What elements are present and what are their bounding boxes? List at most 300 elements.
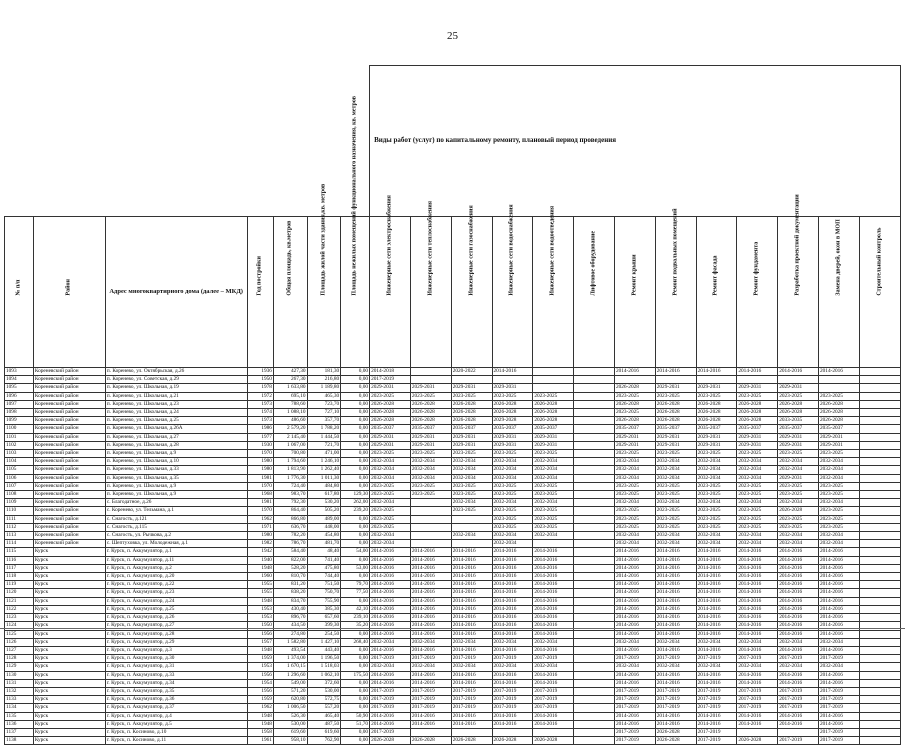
table-cell: 2014-2016 bbox=[655, 630, 696, 638]
table-cell: 2026-2028 bbox=[614, 384, 655, 392]
table-cell: 2017-2019 bbox=[451, 696, 492, 704]
table-cell: 2014-2016 bbox=[737, 646, 778, 654]
table-body bbox=[5, 368, 901, 745]
table-cell: Кореневский район bbox=[33, 376, 105, 384]
table-cell bbox=[859, 704, 900, 712]
table-cell: 0,00 bbox=[341, 409, 370, 417]
table-cell: 2032-2034 bbox=[696, 663, 737, 671]
column-header-label: Инженерные сети водоснабжения bbox=[508, 204, 515, 296]
table-cell: 1 518,03 bbox=[307, 663, 341, 671]
table-cell: Курск bbox=[33, 663, 105, 671]
table-cell: г. Курск, п. Косиново, д.11 bbox=[105, 737, 247, 745]
table-cell: 0,00 bbox=[341, 728, 370, 736]
table-cell: 2014-2016 bbox=[696, 671, 737, 679]
table-cell: п. Коренево, ул. Школьная, д.9 bbox=[105, 482, 247, 490]
table-cell: 2017-2019 bbox=[737, 696, 778, 704]
table-cell: Кореневский район bbox=[33, 540, 105, 548]
table-row bbox=[5, 409, 901, 417]
table-cell: Курск bbox=[33, 728, 105, 736]
table-cell: 2014-2016 bbox=[696, 548, 737, 556]
table-cell: 2032-2034 bbox=[778, 466, 819, 474]
table-cell: 1115 bbox=[5, 548, 34, 556]
table-cell bbox=[859, 646, 900, 654]
table-cell: 0,00 bbox=[341, 573, 370, 581]
table-cell: 385,30 bbox=[307, 605, 341, 613]
table-cell bbox=[410, 540, 451, 548]
table-cell: 2014-2016 bbox=[737, 671, 778, 679]
table-cell: 489,00 bbox=[307, 515, 341, 523]
table-cell: 2014-2016 bbox=[737, 720, 778, 728]
table-cell: 448,00 bbox=[307, 523, 341, 531]
table-cell: 1119 bbox=[5, 581, 34, 589]
column-header bbox=[307, 184, 341, 368]
table-cell: 48,40 bbox=[307, 548, 341, 556]
table-cell: 239,10 bbox=[341, 614, 370, 622]
table-cell: 1 444,50 bbox=[307, 433, 341, 441]
table-row bbox=[5, 737, 901, 745]
table-row bbox=[5, 712, 901, 720]
table-cell: 2023-2025 bbox=[614, 491, 655, 499]
table-cell: с. Снагость, д.115 bbox=[105, 523, 247, 531]
table-cell: 1953 bbox=[247, 605, 273, 613]
table-cell: 866,80 bbox=[273, 515, 307, 523]
table-cell: 2014-2016 bbox=[737, 622, 778, 630]
table-cell: 2029-2031 bbox=[451, 384, 492, 392]
table-cell: 2014-2016 bbox=[451, 581, 492, 589]
table-cell: 2035-2037 bbox=[655, 425, 696, 433]
table-cell bbox=[451, 728, 492, 736]
column-header-label: Общая площадь, кв.метров bbox=[286, 221, 293, 296]
table-cell: 2017-2019 bbox=[533, 655, 574, 663]
table-row bbox=[5, 376, 901, 384]
table-cell: 1956 bbox=[247, 630, 273, 638]
table-cell: 2032-2034 bbox=[655, 663, 696, 671]
table-cell: 267,30 bbox=[273, 376, 307, 384]
table-cell: 1980 bbox=[247, 466, 273, 474]
table-cell: 2032-2034 bbox=[370, 540, 411, 548]
table-cell: 2032-2034 bbox=[370, 663, 411, 671]
table-cell bbox=[859, 450, 900, 458]
table-cell: 2017-2019 bbox=[492, 704, 533, 712]
table-cell: 2017-2019 bbox=[655, 655, 696, 663]
table-cell: 2014-2016 bbox=[451, 622, 492, 630]
table-row bbox=[5, 499, 901, 507]
column-header-label: Площадь нежилых помещений функционального назначения, кв. метров bbox=[351, 96, 358, 296]
table-cell: 505,20 bbox=[307, 507, 341, 515]
table-cell: 2026-2028 bbox=[451, 737, 492, 745]
table-cell: 2026-2028 bbox=[492, 400, 533, 408]
table-row bbox=[5, 728, 901, 736]
table-cell: 2023-2025 bbox=[778, 491, 819, 499]
table-cell bbox=[859, 400, 900, 408]
table-cell: 1102 bbox=[5, 441, 34, 449]
table-cell: п. Коренево, ул. Школьная, д.9 bbox=[105, 491, 247, 499]
table-row bbox=[5, 466, 901, 474]
table-cell: 744,40 bbox=[307, 573, 341, 581]
table-cell bbox=[859, 548, 900, 556]
table-cell: г. Курск, п. Аккумулятор, д.37 bbox=[105, 704, 247, 712]
table-cell: 2014-2016 bbox=[533, 605, 574, 613]
table-cell: 2023-2025 bbox=[737, 523, 778, 531]
table-cell: 1955 bbox=[247, 581, 273, 589]
table-cell: 2017-2019 bbox=[696, 728, 737, 736]
table-cell: 2017-2019 bbox=[819, 696, 860, 704]
table-cell: 2 579,20 bbox=[273, 425, 307, 433]
table-cell: 1136 bbox=[5, 720, 34, 728]
table-cell: 2032-2034 bbox=[533, 499, 574, 507]
table-cell: 2014-2016 bbox=[410, 712, 451, 720]
table-cell: 2023-2025 bbox=[451, 392, 492, 400]
table-cell: Курск bbox=[33, 605, 105, 613]
table-cell bbox=[737, 728, 778, 736]
table-cell: 2014-2016 bbox=[492, 646, 533, 654]
table-cell: 2014-2016 bbox=[696, 605, 737, 613]
table-cell: 2014-2016 bbox=[533, 622, 574, 630]
page-number: 25 bbox=[447, 30, 458, 42]
table-cell: 2014-2016 bbox=[451, 548, 492, 556]
table-cell: Курск bbox=[33, 687, 105, 695]
table-cell: 1123 bbox=[5, 614, 34, 622]
table-cell: 1974 bbox=[247, 409, 273, 417]
table-cell: г. Курск, п. Аккумулятор, д.5 bbox=[105, 720, 247, 728]
table-cell: 1124 bbox=[5, 622, 34, 630]
table-cell: 2014-2016 bbox=[614, 573, 655, 581]
table-cell: 1099 bbox=[5, 417, 34, 425]
table-cell: 2023-2025 bbox=[778, 482, 819, 490]
table-cell: 2014-2016 bbox=[451, 679, 492, 687]
table-cell: 617,80 bbox=[307, 491, 341, 499]
table-cell: п. Коренево, ул. Школьная, д.28 bbox=[105, 441, 247, 449]
table-cell: Курск bbox=[33, 564, 105, 572]
table-cell: 1126 bbox=[5, 638, 34, 646]
table-cell: 2032-2034 bbox=[655, 466, 696, 474]
table-cell: 2023-2025 bbox=[451, 491, 492, 499]
table-cell: г. Курск, п. Аккумулятор, д.11 bbox=[105, 556, 247, 564]
table-cell: 2014-2016 bbox=[819, 556, 860, 564]
table-cell bbox=[859, 605, 900, 613]
table-cell bbox=[574, 417, 615, 425]
column-header bbox=[451, 205, 492, 368]
table-cell: 1 813,90 bbox=[273, 466, 307, 474]
table-cell: 2029-2031 bbox=[655, 384, 696, 392]
table-cell: 1112 bbox=[5, 523, 34, 531]
table-cell: 2032-2034 bbox=[492, 532, 533, 540]
table-cell: 2032-2034 bbox=[533, 638, 574, 646]
column-header bbox=[819, 217, 860, 368]
table-cell: 2032-2034 bbox=[370, 474, 411, 482]
table-row bbox=[5, 548, 901, 556]
table-cell: 2014-2016 bbox=[451, 605, 492, 613]
table-cell: 1958 bbox=[247, 728, 273, 736]
table-cell: 2032-2034 bbox=[614, 466, 655, 474]
table-cell: Кореневский район bbox=[33, 515, 105, 523]
table-cell: 2017-2019 bbox=[819, 655, 860, 663]
table-cell: 2023-2025 bbox=[410, 482, 451, 490]
table-cell: 0,00 bbox=[341, 597, 370, 605]
table-cell: 2032-2034 bbox=[778, 499, 819, 507]
table-cell: 2032-2034 bbox=[451, 532, 492, 540]
table-cell: 0,00 bbox=[341, 458, 370, 466]
table-cell: 2014-2016 bbox=[655, 581, 696, 589]
table-cell: 721,70 bbox=[307, 441, 341, 449]
table-cell: 2035-2037 bbox=[410, 425, 451, 433]
column-header bbox=[105, 217, 247, 368]
table-cell: 2014-2016 bbox=[614, 564, 655, 572]
table-cell bbox=[410, 532, 451, 540]
table-cell bbox=[859, 589, 900, 597]
table-cell: 2023-2025 bbox=[737, 491, 778, 499]
table-cell: 2014-2016 bbox=[492, 581, 533, 589]
table-cell: г. Курск, п. Косиново, д.10 bbox=[105, 728, 247, 736]
table-cell: 2032-2034 bbox=[737, 663, 778, 671]
table-cell: 2014-2016 bbox=[655, 712, 696, 720]
table-cell: 2023-2025 bbox=[492, 515, 533, 523]
table-cell: 2023-2025 bbox=[778, 450, 819, 458]
table-cell: 2032-2034 bbox=[492, 466, 533, 474]
table-cell: Кореневский район bbox=[33, 392, 105, 400]
table-cell: 2014-2016 bbox=[737, 548, 778, 556]
table-cell: 2032-2034 bbox=[614, 638, 655, 646]
table-cell: 2032-2034 bbox=[737, 638, 778, 646]
table-cell: 2023-2025 bbox=[696, 450, 737, 458]
table-cell: 2014-2016 bbox=[737, 597, 778, 605]
table-cell: 2014-2016 bbox=[778, 605, 819, 613]
table-cell: 1978 bbox=[247, 384, 273, 392]
table-cell: 2032-2034 bbox=[614, 663, 655, 671]
table-cell: 1120 bbox=[5, 589, 34, 597]
table-cell bbox=[859, 573, 900, 581]
table-cell: 2032-2034 bbox=[737, 458, 778, 466]
table-cell: п. Коренево, ул. Школьная, д.10 bbox=[105, 458, 247, 466]
table-cell bbox=[574, 368, 615, 376]
table-cell: 1981 bbox=[247, 474, 273, 482]
table-cell: 2029-2031 bbox=[655, 433, 696, 441]
table-row bbox=[5, 540, 901, 548]
table-cell: 2017-2019 bbox=[778, 737, 819, 745]
table-cell: 2023-2025 bbox=[819, 450, 860, 458]
table-cell: 0,00 bbox=[341, 400, 370, 408]
table-cell: 619,60 bbox=[273, 728, 307, 736]
table-cell: 2017-2019 bbox=[696, 696, 737, 704]
table-row bbox=[5, 581, 901, 589]
table-cell: 2014-2016 bbox=[370, 614, 411, 622]
table-cell: 2014-2016 bbox=[778, 564, 819, 572]
table-cell: 493,54 bbox=[273, 646, 307, 654]
table-cell: 239,20 bbox=[341, 507, 370, 515]
table-cell: 2017-2019 bbox=[533, 687, 574, 695]
table-cell: 2014-2016 bbox=[370, 622, 411, 630]
table-cell: Кореневский район bbox=[33, 507, 105, 515]
table-cell: 2017-2019 bbox=[655, 687, 696, 695]
table-cell: 557,20 bbox=[307, 704, 341, 712]
table-cell: 1096 bbox=[5, 392, 34, 400]
table-cell: 2017-2019 bbox=[819, 737, 860, 745]
table-cell: 2032-2034 bbox=[410, 466, 451, 474]
table-cell: 1948 bbox=[247, 712, 273, 720]
column-header bbox=[574, 217, 615, 368]
table-cell: 51,70 bbox=[341, 720, 370, 728]
table-cell: 2023-2025 bbox=[410, 491, 451, 499]
table-cell: 2032-2034 bbox=[533, 532, 574, 540]
table-cell: 2014-2016 bbox=[655, 720, 696, 728]
table-cell: 2026-2028 bbox=[737, 409, 778, 417]
table-cell bbox=[574, 441, 615, 449]
table-cell: 2014-2016 bbox=[696, 368, 737, 376]
table-cell: 2023-2025 bbox=[533, 515, 574, 523]
table-cell: п. Коренево, ул. Школьная, д.21 bbox=[105, 392, 247, 400]
table-cell: 2017-2019 bbox=[451, 687, 492, 695]
table-cell: 2023-2025 bbox=[655, 491, 696, 499]
table-cell: 1973 bbox=[247, 417, 273, 425]
table-cell: 1956 bbox=[247, 687, 273, 695]
table-cell: 1968 bbox=[247, 491, 273, 499]
table-cell bbox=[859, 409, 900, 417]
table-cell bbox=[859, 458, 900, 466]
table-cell: 636,70 bbox=[273, 523, 307, 531]
table-cell bbox=[574, 400, 615, 408]
table-cell: п. Коренево, ул. Школьная, д.19 bbox=[105, 384, 247, 392]
table-cell: 1 670,15 bbox=[273, 663, 307, 671]
table-cell: 2014-2016 bbox=[451, 564, 492, 572]
table-cell: 2023-2025 bbox=[737, 515, 778, 523]
table-cell: 2014-2016 bbox=[819, 581, 860, 589]
table-cell: 2017-2019 bbox=[614, 655, 655, 663]
table-cell: 2023-2025 bbox=[370, 392, 411, 400]
table-cell: 2014-2016 bbox=[737, 589, 778, 597]
table-cell: 2026-2028 bbox=[410, 417, 451, 425]
table-cell: 2014-2016 bbox=[492, 671, 533, 679]
table-cell: 2032-2034 bbox=[451, 499, 492, 507]
table-cell: 1 011,30 bbox=[307, 474, 341, 482]
table-cell: п. Коренево, ул. Октябрьская, д.26 bbox=[105, 368, 247, 376]
table-cell: 2023-2025 bbox=[370, 523, 411, 531]
table-cell: 465,40 bbox=[307, 712, 341, 720]
table-cell bbox=[859, 507, 900, 515]
table-cell: п. Коренево, ул. Школьная, д.33 bbox=[105, 466, 247, 474]
table-cell: 0,00 bbox=[341, 646, 370, 654]
table-cell: 2023-2025 bbox=[370, 482, 411, 490]
table-cell: 2014-2016 bbox=[696, 597, 737, 605]
table-row bbox=[5, 400, 901, 408]
table-row bbox=[5, 614, 901, 622]
table-cell: г. Курск, п. Аккумулятор, д.30 bbox=[105, 655, 247, 663]
table-cell bbox=[574, 671, 615, 679]
table-cell: Курск bbox=[33, 556, 105, 564]
table-cell: 2017-2019 bbox=[370, 655, 411, 663]
table-cell: 2014-2016 bbox=[492, 368, 533, 376]
table-row bbox=[5, 671, 901, 679]
table-cell: 2014-2016 bbox=[410, 564, 451, 572]
table-cell: 2023-2025 bbox=[696, 507, 737, 515]
table-cell: 1095 bbox=[5, 384, 34, 392]
table-cell: 1 794,60 bbox=[273, 458, 307, 466]
table-cell: 2017-2019 bbox=[451, 704, 492, 712]
table-cell: 2014-2016 bbox=[819, 712, 860, 720]
table-cell: 1118 bbox=[5, 573, 34, 581]
table-cell: 2023-2025 bbox=[737, 507, 778, 515]
table-cell: 1 374,00 bbox=[273, 655, 307, 663]
table-cell bbox=[574, 638, 615, 646]
column-header-label: Замена дверей, окон в МОП bbox=[835, 219, 842, 296]
table-cell: 2032-2034 bbox=[492, 499, 533, 507]
table-cell: 2032-2034 bbox=[614, 474, 655, 482]
table-cell: 2029-2031 bbox=[370, 384, 411, 392]
table-cell bbox=[574, 704, 615, 712]
table-cell bbox=[859, 466, 900, 474]
table-cell: 2014-2016 bbox=[819, 564, 860, 572]
table-cell: 2014-2016 bbox=[410, 605, 451, 613]
table-cell bbox=[533, 540, 574, 548]
column-header-label: Инженерные сети газоснабжения bbox=[467, 205, 474, 296]
table-cell bbox=[778, 376, 819, 384]
table-cell bbox=[859, 655, 900, 663]
table-cell: 2014-2016 bbox=[696, 630, 737, 638]
table-cell: 2017-2019 bbox=[778, 704, 819, 712]
table-cell: 2014-2016 bbox=[533, 556, 574, 564]
table-cell: 2023-2025 bbox=[533, 392, 574, 400]
table-cell: 572,75 bbox=[307, 696, 341, 704]
table-cell: 1953 bbox=[247, 614, 273, 622]
table-cell: 2014-2018 bbox=[370, 368, 411, 376]
table-cell: г. Курск, п. Аккумулятор, д.24 bbox=[105, 597, 247, 605]
table-cell: 2023-2025 bbox=[614, 450, 655, 458]
column-header bbox=[614, 217, 655, 368]
table-cell: 1121 bbox=[5, 597, 34, 605]
table-cell: п. Коренево, ул. Школьная, д.24 bbox=[105, 409, 247, 417]
table-cell: 2023-2025 bbox=[819, 523, 860, 531]
table-row bbox=[5, 425, 901, 433]
table-cell: 2014-2016 bbox=[410, 548, 451, 556]
table-cell: 1940 bbox=[247, 556, 273, 564]
table-cell: Кореневский район bbox=[33, 368, 105, 376]
table-row bbox=[5, 458, 901, 466]
table-cell: 2014-2016 bbox=[451, 720, 492, 728]
table-cell: 2014-2016 bbox=[737, 679, 778, 687]
table-cell bbox=[574, 614, 615, 622]
table-cell: 2014-2016 bbox=[696, 573, 737, 581]
table-cell: 1110 bbox=[5, 507, 34, 515]
table-cell bbox=[574, 482, 615, 490]
table-cell: 2032-2034 bbox=[451, 466, 492, 474]
table-cell: 2032-2034 bbox=[737, 532, 778, 540]
table-cell: 2014-2016 bbox=[451, 646, 492, 654]
table-row bbox=[5, 556, 901, 564]
table-cell: 2032-2034 bbox=[778, 458, 819, 466]
table-cell bbox=[859, 540, 900, 548]
table-cell: 2023-2025 bbox=[410, 392, 451, 400]
table-cell bbox=[574, 605, 615, 613]
table-row bbox=[5, 564, 901, 572]
table-cell: 1131 bbox=[5, 679, 34, 687]
table-cell: с. Шептуховка, ул. Молодежная, д.1 bbox=[105, 540, 247, 548]
table-cell: 2032-2034 bbox=[451, 474, 492, 482]
table-cell: 1980 bbox=[247, 458, 273, 466]
table-cell: 2014-2016 bbox=[819, 679, 860, 687]
column-header bbox=[655, 208, 696, 368]
table-cell: 2017-2019 bbox=[410, 704, 451, 712]
table-cell: 526,30 bbox=[273, 712, 307, 720]
table-cell: 2029-2031 bbox=[410, 433, 451, 441]
table-cell: 1960 bbox=[247, 573, 273, 581]
table-cell: 2023-2025 bbox=[533, 450, 574, 458]
table-cell: 2014-2016 bbox=[614, 614, 655, 622]
table-cell: 1128 bbox=[5, 655, 34, 663]
table-cell: 1114 bbox=[5, 540, 34, 548]
table-cell: 2017-2019 bbox=[614, 696, 655, 704]
table-cell: 2014-2016 bbox=[737, 614, 778, 622]
table-cell: 2029-2031 bbox=[696, 441, 737, 449]
table-cell: 727,10 bbox=[307, 409, 341, 417]
